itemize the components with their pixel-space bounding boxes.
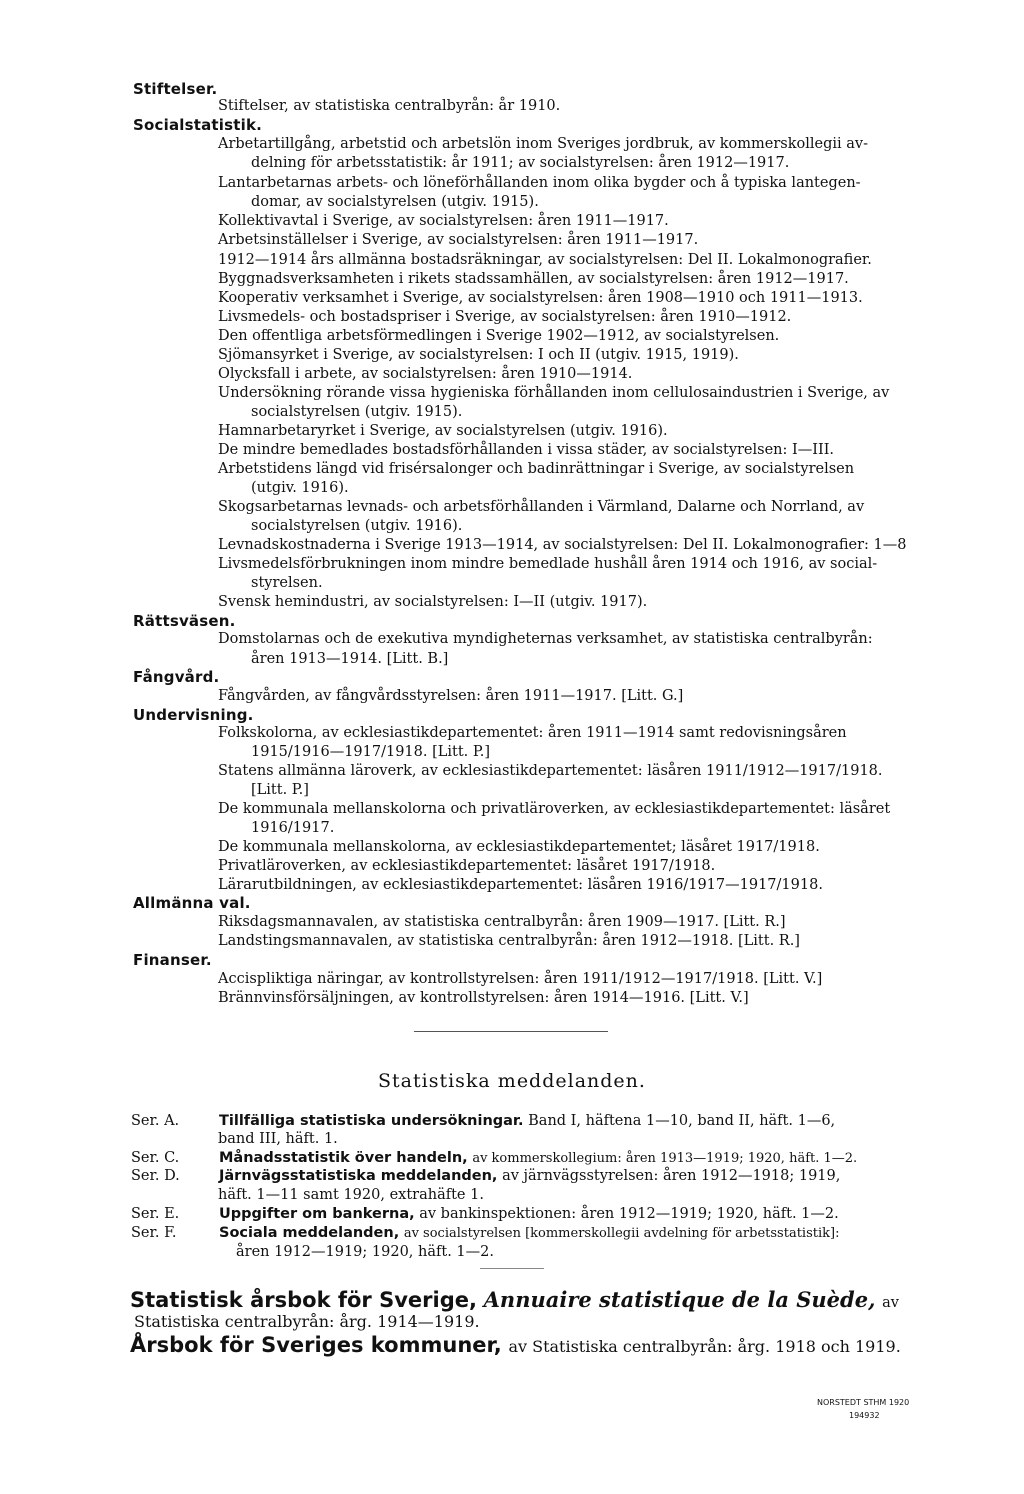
list-item: Riksdagsmannavalen, av statistiska centralbyrån: åren 1909—1917. [Litt. R.] [218, 914, 786, 930]
list-item: 1916/1917. [251, 820, 335, 836]
list-item: Privatläroverken, av ecklesiastikdepartementet: läsåret 1917/1918. [218, 858, 716, 874]
section-heading-finanser: Finanser. [133, 951, 212, 969]
print-number: 194932 [849, 1411, 880, 1420]
series-code: Ser. C. [131, 1150, 180, 1166]
divider [414, 1031, 608, 1032]
series-text: av bankinspektionen: åren 1912—1919; 1920, häft. 1—2. [419, 1206, 839, 1222]
list-item: Kollektivavtal i Sverige, av socialstyrelsen: åren 1911—1917. [218, 213, 669, 229]
section-heading-stiftelser: Stiftelser. [133, 80, 218, 98]
printer-imprint: NORSTEDT STHM 1920 [817, 1398, 910, 1407]
series-code: Ser. D. [131, 1168, 180, 1184]
list-item: 1915/1916—1917/1918. [Litt. P.] [251, 744, 490, 760]
list-item: (utgiv. 1916). [251, 480, 349, 496]
list-item: Accispliktiga näringar, av kontrollstyrelsen: åren 1911/1912—1917/1918. [Litt. V.] [218, 971, 823, 987]
list-item: Arbetstidens längd vid frisérsalonger och badinrättningar i Sverige, av socialstyrelsen [218, 461, 855, 477]
list-item: Domstolarnas och de exekutiva myndigheternas verksamhet, av statistiska centralbyrån: [218, 631, 873, 647]
list-item: Fångvården, av fångvårdsstyrelsen: åren 1911—1917. [Litt. G.] [218, 688, 684, 704]
list-item: socialstyrelsen (utgiv. 1915). [251, 404, 463, 420]
list-item: De kommunala mellanskolorna och privatläroverken, av ecklesiastikdepartementet: läsåret [218, 801, 891, 817]
list-item: Olycksfall i arbete, av socialstyrelsen: åren 1910—1914. [218, 366, 633, 382]
series-row [131, 1205, 839, 1223]
list-item: Den offentliga arbetsförmedlingen i Sverige 1902—1912, av socialstyrelsen. [218, 328, 780, 344]
series-continuation: åren 1912—1919; 1920, häft. 1—2. [236, 1244, 494, 1260]
series-row [131, 1224, 839, 1243]
list-item: Undersökning rörande vissa hygieniska förhållanden inom cellulosaindustrien i Sverige, av [218, 385, 890, 401]
list-item: Stiftelser, av statistiska centralbyrån: år 1910. [218, 98, 561, 114]
series-title: Månadsstatistik över handeln, [219, 1150, 468, 1166]
arsbok-title: Statistisk årsbok för Sverige, [130, 1288, 477, 1312]
series-code: Ser. E. [131, 1206, 180, 1222]
divider [480, 1268, 544, 1269]
section-heading-allmanna-val: Allmänna val. [133, 894, 251, 912]
series-text: av socialstyrelsen [kommerskollegii avdelning för arbetsstatistik]: [403, 1226, 840, 1241]
series-text: av järnvägsstyrelsen: åren 1912—1918; 1919, [502, 1168, 841, 1184]
list-item: Brännvinsförsäljningen, av kontrollstyrelsen: åren 1914—1916. [Litt. V.] [218, 990, 749, 1006]
series-text: Band I, häftena 1—10, band II, häft. 1—6, [528, 1113, 836, 1129]
list-item: [Litt. P.] [251, 782, 309, 798]
list-item: Statens allmänna läroverk, av ecklesiastikdepartementet: läsåren 1911/1912—1917/1918. [218, 763, 883, 779]
series-code: Ser. F. [131, 1225, 177, 1241]
series-title: Uppgifter om bankerna, [219, 1206, 415, 1222]
series-title: Sociala meddelanden, [219, 1225, 400, 1241]
list-item: Landstingsmannavalen, av statistiska centralbyrån: åren 1912—1918. [Litt. R.] [218, 933, 800, 949]
series-row [131, 1149, 857, 1168]
list-item: Lantarbetarnas arbets- och löneförhållanden inom olika bygder och å typiska lantegen- [218, 175, 861, 191]
kommuner-title: Årsbok för Sveriges kommuner, [130, 1333, 502, 1357]
series-row [131, 1112, 835, 1130]
list-item: Sjömansyrket i Sverige, av socialstyrelsen: I och II (utgiv. 1915, 1919). [218, 347, 739, 363]
list-item: Folkskolorna, av ecklesiastikdepartementet: åren 1911—1914 samt redovisningsåren [218, 725, 847, 741]
meddelanden-heading: Statistiska meddelanden. [378, 1070, 646, 1092]
arsbok-line-2: Statistiska centralbyrån: årg. 1914—1919. [134, 1312, 480, 1331]
list-item: Byggnadsverksamheten i rikets stadssamhällen, av socialstyrelsen: åren 1912—1917. [218, 271, 849, 287]
list-item: Arbetartillgång, arbetstid och arbetslön inom Sveriges jordbruk, av kommerskollegii av- [218, 136, 868, 152]
section-heading-socialstatistik: Socialstatistik. [133, 116, 263, 134]
section-heading-rattsvasen: Rättsväsen. [133, 612, 236, 630]
series-text: av kommerskollegium: åren 1913—1919; 1920, häft. 1—2. [472, 1151, 858, 1166]
arsbok-by: av [882, 1295, 899, 1311]
section-heading-undervisning: Undervisning. [133, 706, 254, 724]
list-item: åren 1913—1914. [Litt. B.] [251, 651, 449, 667]
series-row [131, 1167, 840, 1185]
kommuner-line [130, 1332, 901, 1360]
list-item: styrelsen. [251, 575, 323, 591]
list-item: De kommunala mellanskolorna, av ecklesiastikdepartementet; läsåret 1917/1918. [218, 839, 820, 855]
series-code: Ser. A. [131, 1113, 180, 1129]
list-item: Arbetsinställelser i Sverige, av socialstyrelsen: åren 1911—1917. [218, 232, 699, 248]
list-item: Lärarutbildningen, av ecklesiastikdepartementet: läsåren 1916/1917—1917/1918. [218, 877, 823, 893]
series-continuation: band III, häft. 1. [218, 1131, 338, 1147]
list-item: Livsmedels- och bostadspriser i Sverige, av socialstyrelsen: åren 1910—1912. [218, 309, 792, 325]
section-heading-fangvard: Fångvård. [133, 668, 220, 686]
list-item: Livsmedelsförbrukningen inom mindre bemedlade hushåll åren 1914 och 1916, av social- [218, 556, 878, 572]
list-item: Levnadskostnaderna i Sverige 1913—1914, av socialstyrelsen: Del II. Lokalmonografier: 1—8 [218, 537, 907, 553]
list-item: De mindre bemedlades bostadsförhållanden i vissa städer, av socialstyrelsen: I—III. [218, 442, 835, 458]
list-item: domar, av socialstyrelsen (utgiv. 1915). [251, 194, 539, 210]
kommuner-rest: av Statistiska centralbyrån: årg. 1918 och 1919. [508, 1337, 901, 1356]
list-item: Svensk hemindustri, av socialstyrelsen: I—II (utgiv. 1917). [218, 594, 648, 610]
list-item: Hamnarbetaryrket i Sverige, av socialstyrelsen (utgiv. 1916). [218, 423, 668, 439]
arsbok-french-title: Annuaire statistique de la Suède, [483, 1287, 876, 1312]
list-item: 1912—1914 års allmänna bostadsräkningar, av socialstyrelsen: Del II. Lokalmonografier. [218, 252, 872, 268]
list-item: Skogsarbetarnas levnads- och arbetsförhållanden i Värmland, Dalarne och Norrland, av [218, 499, 865, 515]
list-item: socialstyrelsen (utgiv. 1916). [251, 518, 463, 534]
series-title: Järnvägsstatistiska meddelanden, [219, 1168, 498, 1184]
list-item: delning för arbetsstatistik: år 1911; av socialstyrelsen: åren 1912—1917. [251, 155, 790, 171]
series-continuation: häft. 1—11 samt 1920, extrahäfte 1. [218, 1187, 484, 1203]
list-item: Kooperativ verksamhet i Sverige, av socialstyrelsen: åren 1908—1910 och 1911—1913. [218, 290, 863, 306]
series-title: Tillfälliga statistiska undersökningar. [219, 1113, 524, 1129]
